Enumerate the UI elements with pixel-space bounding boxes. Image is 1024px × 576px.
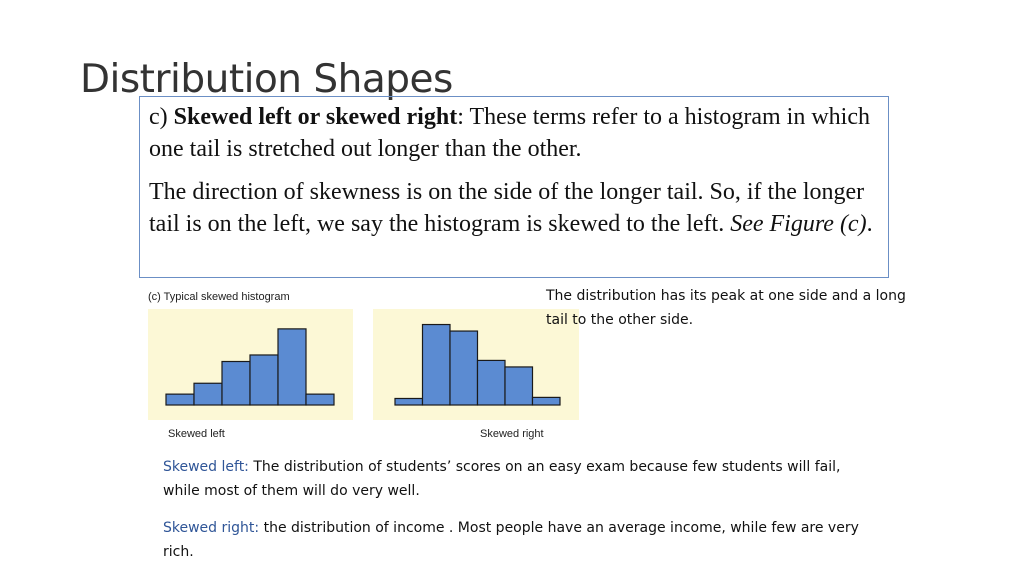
skewed-right-bar-2 (423, 325, 451, 405)
skewed-left-bar-6 (306, 394, 334, 405)
definition-textbox (139, 96, 889, 278)
skewed-left-term: Skewed left: (163, 459, 254, 475)
skewed-right-bar-3 (450, 331, 478, 405)
skewed-left-text: The distribution of students’ scores on an easy exam because few students will fail, while most of them will do very well. (163, 459, 841, 499)
skewed-left-bar-5 (278, 329, 306, 405)
histogram-chart (143, 283, 579, 450)
skewed-right-bar-1 (395, 398, 423, 405)
skewed-right-example (163, 516, 863, 564)
definition-paragraph (149, 101, 880, 165)
definition-term: Skewed left or skewed right (173, 104, 458, 130)
figure-title: (c) Typical skewed histogram (148, 291, 290, 303)
skewed-right-bar-4 (478, 360, 506, 405)
definition-text: : These terms refer to a histogram in which one tail is stretched out longer than the other. (149, 104, 870, 162)
direction-period: . (866, 211, 873, 237)
peak-note: The distribution has its peak at one side and a long tail to the other side. (546, 288, 906, 328)
skewed-histogram-figure (143, 283, 579, 450)
skewed-right-text: the distribution of income . Most people have an average income, while few are very rich. (163, 520, 859, 560)
see-figure-reference: See Figure (c) (730, 211, 867, 237)
skewed-right-label: Skewed right (480, 428, 544, 440)
skewed-left-example (163, 455, 863, 503)
slide-title: Distribution Shapes (80, 57, 453, 102)
definition-prefix: c) (149, 104, 174, 130)
skewed-left-label: Skewed left (168, 428, 225, 440)
skewed-right-bar-5 (505, 367, 533, 405)
skewed-left-bar-3 (222, 362, 250, 406)
skewed-left-bar-1 (166, 394, 194, 405)
skewed-right-bar-6 (533, 397, 561, 405)
direction-paragraph (149, 176, 880, 240)
skewed-left-bar-4 (250, 355, 278, 405)
skewed-right-term: Skewed right: (163, 520, 260, 536)
skewed-left-bar-2 (194, 383, 222, 405)
direction-text: The direction of skewness is on the side of the longer tail. So, if the longer tail is on the left, we say the histogram is skewed to the left. (149, 179, 865, 237)
